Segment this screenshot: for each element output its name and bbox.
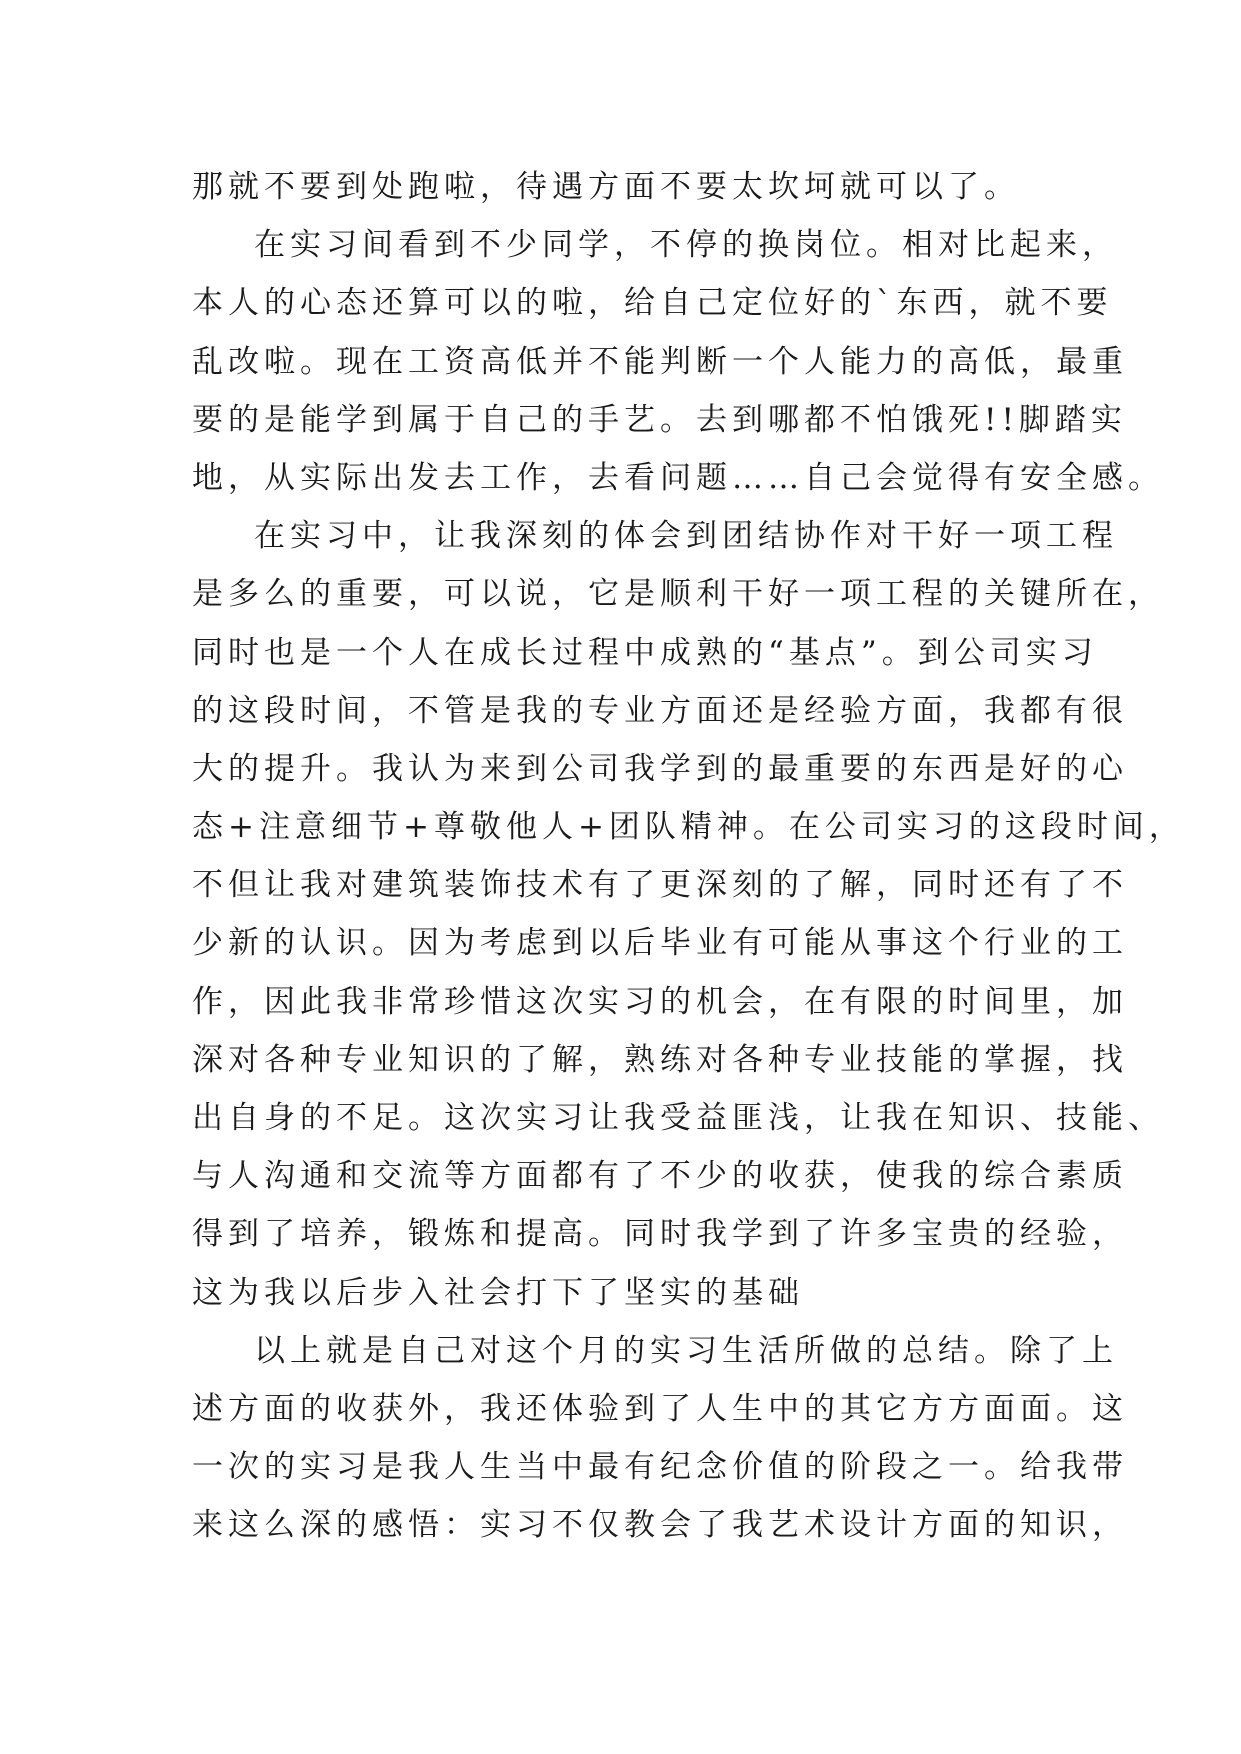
text-line: 乱改啦。现在工资高低并不能判断一个人能力的高低，最重 <box>192 343 1128 380</box>
text-line: 大的提升。我认为来到公司我学到的最重要的东西是好的心 <box>192 750 1128 787</box>
text-line: 本人的心态还算可以的啦，给自己定位好的`东西，就不要 <box>192 285 1113 322</box>
text-line: 深对各种专业知识的了解，熟练对各种专业技能的掌握，找 <box>192 1041 1128 1078</box>
text-line: 那就不要到处跑啦，待遇方面不要太坎坷就可以了。 <box>192 169 1020 205</box>
document-body <box>192 158 1185 1555</box>
text-line: 的这段时间，不管是我的专业方面还是经验方面，我都有很 <box>192 692 1128 729</box>
text-line: 一次的实习是我人生当中最有纪念价值的阶段之一。给我带 <box>192 1449 1128 1486</box>
text-line: 在实习间看到不少同学，不停的换岗位。相对比起来， <box>254 227 1118 264</box>
text-line: 同时也是一个人在成长过程中成熟的“基点”。到公司实习 <box>192 634 1098 671</box>
text-line: 出自身的不足。这次实习让我受益匪浅，让我在知识、技能、 <box>192 1100 1164 1136</box>
text-line: 作，因此我非常珍惜这次实习的机会，在有限的时间里，加 <box>192 983 1128 1020</box>
text-line: 少新的认识。因为考虑到以后毕业有可能从事这个行业的工 <box>192 925 1128 962</box>
text-line: 得到了培养，锻炼和提高。同时我学到了许多宝贵的经验， <box>192 1216 1128 1253</box>
text-line: 与人沟通和交流等方面都有了不少的收获，使我的综合素质 <box>192 1158 1128 1195</box>
text-line: 态+注意细节+尊敬他人+团队精神。在公司实习的这段时间， <box>192 809 1185 846</box>
text-line: 地，从实际出发去工作，去看问题……自己会觉得有安全感。 <box>192 459 1164 496</box>
text-line: 是多么的重要，可以说，它是顺利干好一项工程的关键所在， <box>192 576 1164 613</box>
text-line: 来这么深的感悟：实习不仅教会了我艺术设计方面的知识， <box>192 1507 1128 1544</box>
text-line: 述方面的收获外，我还体验到了人生中的其它方方面面。这 <box>192 1390 1128 1427</box>
text-line: 以上就是自己对这个月的实习生活所做的总结。除了上 <box>254 1332 1118 1369</box>
text-line: 在实习中，让我深刻的体会到团结协作对干好一项工程 <box>254 518 1118 555</box>
text-line: 要的是能学到属于自己的手艺。去到哪都不怕饿死!!脚踏实 <box>192 401 1127 438</box>
text-line: 这为我以后步入社会打下了坚实的基础 <box>192 1274 804 1311</box>
text-line: 不但让我对建筑装饰技术有了更深刻的了解，同时还有了不 <box>192 867 1128 904</box>
